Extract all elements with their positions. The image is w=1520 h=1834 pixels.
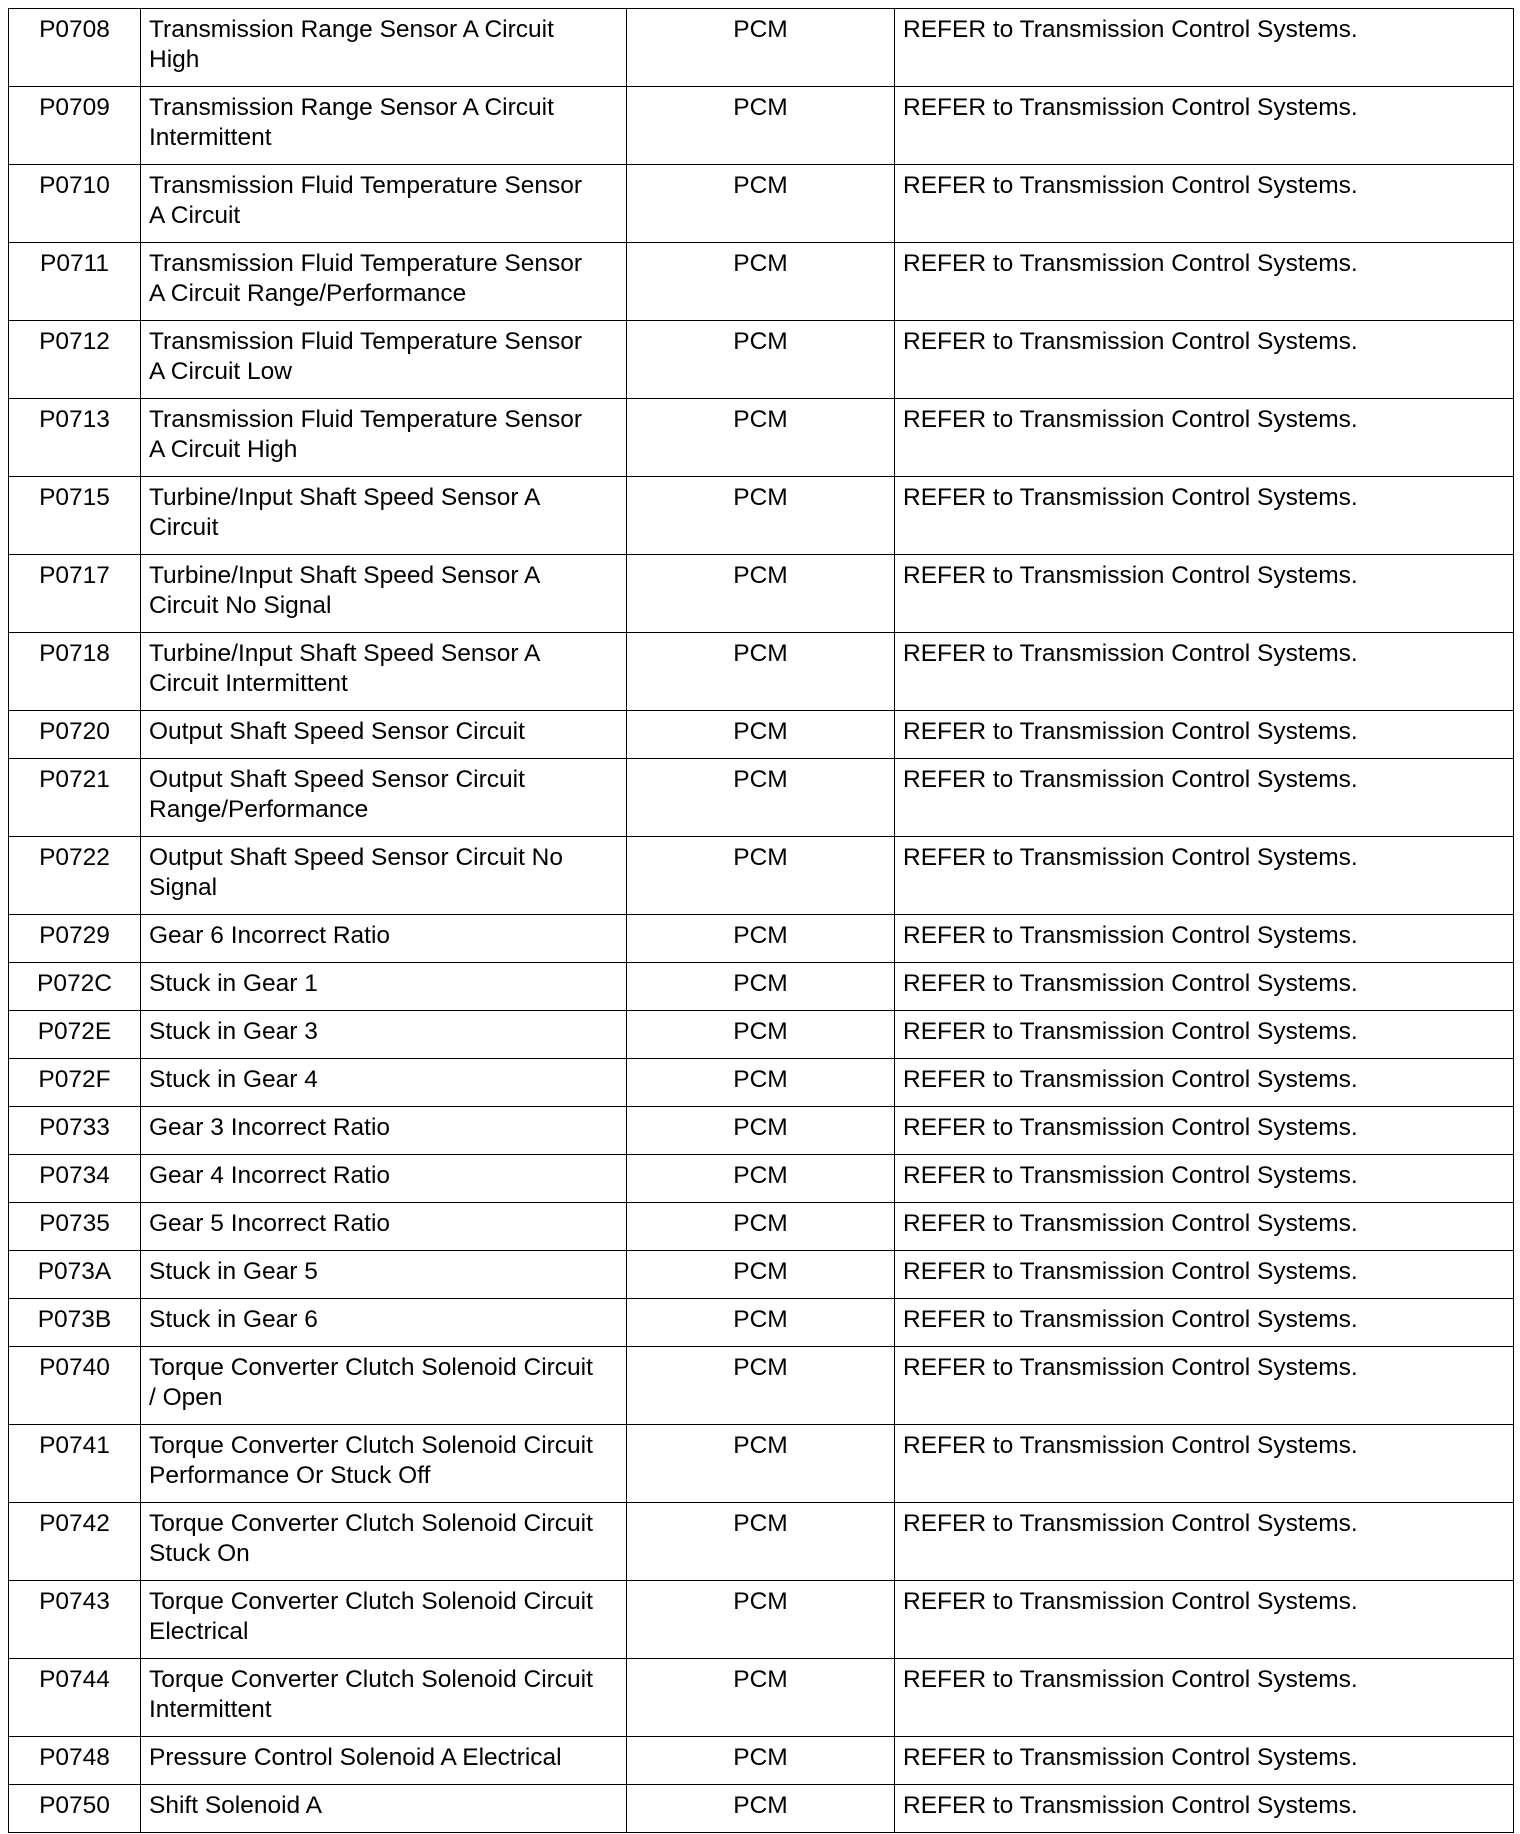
table-row <box>9 9 1514 87</box>
dtc-description-cell <box>141 555 627 633</box>
dtc-action-cell: REFER to Transmission Control Systems. <box>895 321 1514 399</box>
dtc-description-line: Transmission Fluid Temperature Sensor <box>149 328 583 355</box>
dtc-description-cell <box>141 1107 627 1155</box>
dtc-action-cell: REFER to Transmission Control Systems. <box>895 1347 1514 1425</box>
dtc-description-line: Stuck in Gear 5 <box>149 1258 318 1285</box>
table-row <box>9 1347 1514 1425</box>
table-row <box>9 1299 1514 1347</box>
dtc-description-cell <box>141 1251 627 1299</box>
dtc-description-line: Shift Solenoid A <box>149 1792 322 1819</box>
dtc-table-body <box>9 9 1514 1833</box>
dtc-module-cell: PCM <box>627 1503 895 1581</box>
table-row <box>9 1107 1514 1155</box>
dtc-code-cell: P0722 <box>9 837 141 915</box>
dtc-module-cell: PCM <box>627 837 895 915</box>
dtc-action-cell: REFER to Transmission Control Systems. <box>895 1581 1514 1659</box>
dtc-table <box>8 8 1514 1833</box>
dtc-description-line: A Circuit High <box>149 436 298 463</box>
dtc-description-line: Electrical <box>149 1618 249 1645</box>
table-row <box>9 759 1514 837</box>
dtc-description-line: Torque Converter Clutch Solenoid Circuit <box>149 1510 593 1537</box>
dtc-module-cell: PCM <box>627 1155 895 1203</box>
table-row <box>9 633 1514 711</box>
dtc-description-cell <box>141 87 627 165</box>
dtc-description-cell <box>141 1347 627 1425</box>
dtc-code-cell: P0712 <box>9 321 141 399</box>
dtc-description-line: Circuit No Signal <box>149 592 332 619</box>
dtc-description-line: Transmission Fluid Temperature Sensor <box>149 250 583 277</box>
table-row <box>9 963 1514 1011</box>
dtc-description-line: High <box>149 46 200 73</box>
dtc-module-cell: PCM <box>627 1107 895 1155</box>
dtc-code-cell: P0729 <box>9 915 141 963</box>
dtc-description-line: Torque Converter Clutch Solenoid Circuit <box>149 1588 593 1615</box>
dtc-description-line: Transmission Fluid Temperature Sensor <box>149 406 583 433</box>
dtc-description-cell <box>141 759 627 837</box>
table-row <box>9 1785 1514 1833</box>
dtc-code-cell: P073B <box>9 1299 141 1347</box>
dtc-description-cell <box>141 1155 627 1203</box>
table-row <box>9 243 1514 321</box>
dtc-description-line: Stuck in Gear 6 <box>149 1306 318 1333</box>
dtc-description-line: Gear 5 Incorrect Ratio <box>149 1210 391 1237</box>
dtc-code-cell: P0742 <box>9 1503 141 1581</box>
dtc-description-line: Output Shaft Speed Sensor Circuit <box>149 766 525 793</box>
dtc-action-cell: REFER to Transmission Control Systems. <box>895 633 1514 711</box>
dtc-description-line: Circuit Intermittent <box>149 670 348 697</box>
dtc-description-line: Range/Performance <box>149 796 369 823</box>
dtc-action-cell: REFER to Transmission Control Systems. <box>895 963 1514 1011</box>
dtc-code-cell: P0713 <box>9 399 141 477</box>
dtc-code-cell: P0735 <box>9 1203 141 1251</box>
dtc-module-cell: PCM <box>627 399 895 477</box>
dtc-action-cell: REFER to Transmission Control Systems. <box>895 1503 1514 1581</box>
dtc-description-cell <box>141 963 627 1011</box>
dtc-code-cell: P0721 <box>9 759 141 837</box>
dtc-module-cell: PCM <box>627 1251 895 1299</box>
dtc-description-line: A Circuit Range/Performance <box>149 280 467 307</box>
dtc-code-cell: P072F <box>9 1059 141 1107</box>
dtc-description-line: Transmission Range Sensor A Circuit <box>149 16 554 43</box>
dtc-description-cell <box>141 1059 627 1107</box>
dtc-module-cell: PCM <box>627 87 895 165</box>
dtc-code-cell: P072E <box>9 1011 141 1059</box>
dtc-action-cell: REFER to Transmission Control Systems. <box>895 399 1514 477</box>
dtc-description-cell <box>141 1203 627 1251</box>
dtc-module-cell: PCM <box>627 1785 895 1833</box>
dtc-module-cell: PCM <box>627 477 895 555</box>
dtc-module-cell: PCM <box>627 633 895 711</box>
table-row <box>9 1203 1514 1251</box>
dtc-description-line: Output Shaft Speed Sensor Circuit No <box>149 844 563 871</box>
dtc-action-cell: REFER to Transmission Control Systems. <box>895 87 1514 165</box>
dtc-module-cell: PCM <box>627 1203 895 1251</box>
dtc-description-cell <box>141 633 627 711</box>
dtc-description-line: A Circuit <box>149 202 241 229</box>
dtc-description-cell <box>141 1299 627 1347</box>
dtc-action-cell: REFER to Transmission Control Systems. <box>895 1155 1514 1203</box>
dtc-action-cell: REFER to Transmission Control Systems. <box>895 9 1514 87</box>
dtc-description-line: Torque Converter Clutch Solenoid Circuit <box>149 1354 593 1381</box>
dtc-code-cell: P0709 <box>9 87 141 165</box>
dtc-module-cell: PCM <box>627 9 895 87</box>
table-row <box>9 399 1514 477</box>
dtc-action-cell: REFER to Transmission Control Systems. <box>895 1299 1514 1347</box>
dtc-description-line: Turbine/Input Shaft Speed Sensor A <box>149 640 541 667</box>
dtc-code-cell: P0741 <box>9 1425 141 1503</box>
table-row <box>9 87 1514 165</box>
dtc-module-cell: PCM <box>627 1425 895 1503</box>
dtc-code-cell: P0715 <box>9 477 141 555</box>
dtc-action-cell: REFER to Transmission Control Systems. <box>895 915 1514 963</box>
dtc-description-line: Gear 6 Incorrect Ratio <box>149 922 391 949</box>
dtc-code-cell: P0710 <box>9 165 141 243</box>
dtc-description-line: Transmission Range Sensor A Circuit <box>149 94 554 121</box>
dtc-description-cell <box>141 1737 627 1785</box>
dtc-module-cell: PCM <box>627 555 895 633</box>
dtc-description-cell <box>141 1659 627 1737</box>
dtc-action-cell: REFER to Transmission Control Systems. <box>895 1011 1514 1059</box>
dtc-code-cell: P0748 <box>9 1737 141 1785</box>
dtc-description-line: Stuck in Gear 1 <box>149 970 318 997</box>
dtc-action-cell: REFER to Transmission Control Systems. <box>895 1785 1514 1833</box>
table-row <box>9 555 1514 633</box>
dtc-action-cell: REFER to Transmission Control Systems. <box>895 759 1514 837</box>
dtc-description-cell <box>141 1785 627 1833</box>
dtc-action-cell: REFER to Transmission Control Systems. <box>895 1659 1514 1737</box>
dtc-description-line: Turbine/Input Shaft Speed Sensor A <box>149 484 541 511</box>
dtc-code-cell: P0733 <box>9 1107 141 1155</box>
table-row <box>9 1737 1514 1785</box>
dtc-description-cell <box>141 1425 627 1503</box>
table-row <box>9 1011 1514 1059</box>
dtc-action-cell: REFER to Transmission Control Systems. <box>895 555 1514 633</box>
dtc-description-line: Intermittent <box>149 124 272 151</box>
dtc-description-line: Pressure Control Solenoid A Electrical <box>149 1744 562 1771</box>
dtc-description-cell <box>141 837 627 915</box>
dtc-action-cell: REFER to Transmission Control Systems. <box>895 243 1514 321</box>
dtc-action-cell: REFER to Transmission Control Systems. <box>895 1251 1514 1299</box>
table-row <box>9 321 1514 399</box>
dtc-action-cell: REFER to Transmission Control Systems. <box>895 1059 1514 1107</box>
dtc-description-line: Gear 3 Incorrect Ratio <box>149 1114 391 1141</box>
table-row <box>9 1581 1514 1659</box>
dtc-module-cell: PCM <box>627 165 895 243</box>
dtc-code-cell: P072C <box>9 963 141 1011</box>
dtc-description-line: Signal <box>149 874 218 901</box>
table-row <box>9 1425 1514 1503</box>
dtc-description-line: Turbine/Input Shaft Speed Sensor A <box>149 562 541 589</box>
dtc-description-line: Transmission Fluid Temperature Sensor <box>149 172 583 199</box>
dtc-module-cell: PCM <box>627 1659 895 1737</box>
dtc-description-line: Performance Or Stuck Off <box>149 1462 431 1489</box>
dtc-action-cell: REFER to Transmission Control Systems. <box>895 477 1514 555</box>
table-row <box>9 1503 1514 1581</box>
table-row <box>9 165 1514 243</box>
dtc-description-cell <box>141 1503 627 1581</box>
dtc-module-cell: PCM <box>627 1011 895 1059</box>
dtc-action-cell: REFER to Transmission Control Systems. <box>895 1203 1514 1251</box>
table-row <box>9 1059 1514 1107</box>
dtc-code-cell: P0720 <box>9 711 141 759</box>
dtc-module-cell: PCM <box>627 963 895 1011</box>
dtc-description-cell <box>141 477 627 555</box>
dtc-code-cell: P0743 <box>9 1581 141 1659</box>
dtc-module-cell: PCM <box>627 1737 895 1785</box>
dtc-description-line: Intermittent <box>149 1696 272 1723</box>
dtc-code-cell: P0718 <box>9 633 141 711</box>
table-row <box>9 477 1514 555</box>
dtc-module-cell: PCM <box>627 321 895 399</box>
table-row <box>9 1155 1514 1203</box>
dtc-action-cell: REFER to Transmission Control Systems. <box>895 711 1514 759</box>
table-row <box>9 837 1514 915</box>
dtc-description-cell <box>141 243 627 321</box>
dtc-code-cell: P0711 <box>9 243 141 321</box>
dtc-description-line: Torque Converter Clutch Solenoid Circuit <box>149 1432 593 1459</box>
dtc-description-cell <box>141 321 627 399</box>
dtc-description-line: Stuck On <box>149 1540 250 1567</box>
dtc-module-cell: PCM <box>627 243 895 321</box>
dtc-code-cell: P0740 <box>9 1347 141 1425</box>
dtc-module-cell: PCM <box>627 711 895 759</box>
table-row <box>9 1659 1514 1737</box>
dtc-action-cell: REFER to Transmission Control Systems. <box>895 1107 1514 1155</box>
table-row <box>9 915 1514 963</box>
dtc-description-cell <box>141 399 627 477</box>
dtc-action-cell: REFER to Transmission Control Systems. <box>895 1425 1514 1503</box>
dtc-code-cell: P0744 <box>9 1659 141 1737</box>
dtc-description-cell <box>141 711 627 759</box>
dtc-action-cell: REFER to Transmission Control Systems. <box>895 1737 1514 1785</box>
dtc-module-cell: PCM <box>627 915 895 963</box>
dtc-code-cell: P0734 <box>9 1155 141 1203</box>
dtc-action-cell: REFER to Transmission Control Systems. <box>895 165 1514 243</box>
dtc-description-cell <box>141 915 627 963</box>
dtc-description-cell <box>141 1581 627 1659</box>
dtc-module-cell: PCM <box>627 1059 895 1107</box>
dtc-description-line: / Open <box>149 1384 223 1411</box>
dtc-code-cell: P0750 <box>9 1785 141 1833</box>
dtc-description-line: A Circuit Low <box>149 358 292 385</box>
dtc-module-cell: PCM <box>627 1347 895 1425</box>
table-row <box>9 711 1514 759</box>
dtc-description-cell <box>141 1011 627 1059</box>
table-row <box>9 1251 1514 1299</box>
dtc-description-line: Output Shaft Speed Sensor Circuit <box>149 718 525 745</box>
dtc-code-cell: P073A <box>9 1251 141 1299</box>
dtc-module-cell: PCM <box>627 1299 895 1347</box>
dtc-description-line: Gear 4 Incorrect Ratio <box>149 1162 391 1189</box>
dtc-description-line: Torque Converter Clutch Solenoid Circuit <box>149 1666 593 1693</box>
dtc-description-cell <box>141 9 627 87</box>
dtc-description-line: Circuit <box>149 514 219 541</box>
dtc-module-cell: PCM <box>627 1581 895 1659</box>
dtc-code-cell: P0708 <box>9 9 141 87</box>
dtc-action-cell: REFER to Transmission Control Systems. <box>895 837 1514 915</box>
dtc-description-line: Stuck in Gear 4 <box>149 1066 318 1093</box>
dtc-description-cell <box>141 165 627 243</box>
dtc-code-cell: P0717 <box>9 555 141 633</box>
dtc-description-line: Stuck in Gear 3 <box>149 1018 318 1045</box>
dtc-module-cell: PCM <box>627 759 895 837</box>
